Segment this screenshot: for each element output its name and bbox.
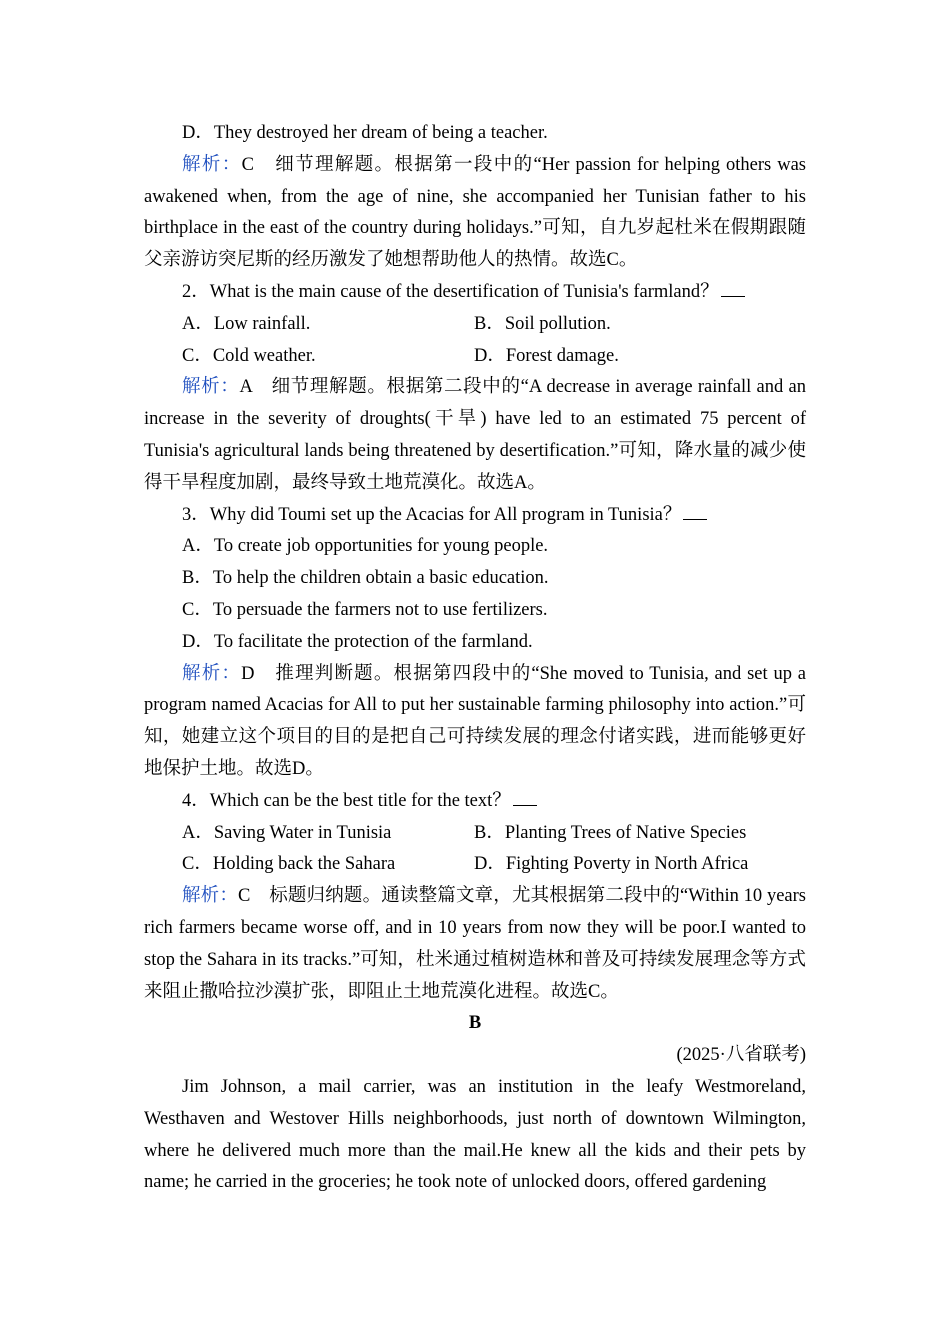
q2-option-c: C．Cold weather. [182, 345, 316, 366]
analysis-label: 解析： [182, 663, 242, 684]
q2-option-a: A．Low rainfall. [182, 313, 311, 334]
q2-option-d: D．Forest damage. [474, 345, 619, 366]
analysis-label: 解析： [182, 154, 242, 175]
q3-option-d: D．To facilitate the protection of the farmland. [182, 631, 533, 652]
q4-option-b: B．Planting Trees of Native Species [474, 822, 747, 843]
q2-analysis [144, 372, 806, 499]
q4-option-d: D．Fighting Poverty in North Africa [474, 854, 749, 875]
answer-blank [513, 787, 537, 806]
q4-options-row-2 [144, 849, 806, 881]
q4-stem: 4．Which can be the best title for the text？ [144, 786, 806, 818]
analysis-text: C 标题归纳题。通读整篇文章，尤其根据第二段中的“Within 10 years rich farmers became worse off, and in 10 years from now they will be poor.I wanted to stop the Sahara in its tracks.”可知，杜米通过植树造林和普及可持续发展理念等方式来阻止撒哈拉沙漠扩张，即阻止土地荒漠化进程。故选C。 [144, 886, 806, 1002]
analysis-label: 解析： [182, 886, 239, 907]
q1-option-d: D．They destroyed her dream of being a teacher. [182, 123, 548, 143]
q4-options-row-1 [144, 818, 806, 850]
section-heading: B [468, 1013, 482, 1034]
q4-option-c: C．Holding back the Sahara [182, 854, 396, 875]
q2-options-row-1 [144, 309, 806, 341]
analysis-text: A 细节理解题。根据第二段中的“A decrease in average rainfall and an increase in the severity of droughts(干旱) have led to an estimated 75 percent of Tunisia's agricultural lands being threatened by desertification.”可知，降水量的减少使得干旱程度加剧，最终导致土地荒漠化。故选A。 [144, 377, 806, 493]
passage-paragraph: Jim Johnson, a mail carrier, was an institution in the leafy Westmoreland, Westhaven and Westover Hills neighborhoods, just north of downtown Wilmington, where he delivered much more than the mail.He knew all the kids and their pets by name; he carried in the groceries; he took note of unlocked doors, offered gardening [144, 1076, 806, 1193]
q2-option-b: B．Soil pollution. [474, 313, 611, 334]
q2-stem: 2．What is the main cause of the desertification of Tunisia's farmland？ [144, 277, 806, 309]
q3-analysis [144, 659, 806, 786]
analysis-text: D 推理判断题。根据第四段中的“She moved to Tunisia, and set up a program named Acacias for All to put her sustainable farming philosophy into action.”可知，她建立这个项目的目的是把自己可持续发展的理念付诸实践，进而能够更好地保护土地。故选D。 [144, 663, 806, 779]
answer-blank [721, 278, 745, 297]
q2-options-row-2 [144, 341, 806, 373]
document-page [144, 118, 806, 1199]
q3-stem: 3．Why did Toumi set up the Acacias for All program in Tunisia？ [144, 500, 806, 532]
q4-analysis [144, 881, 806, 1008]
q3-option-a: A．To create job opportunities for young people. [182, 536, 549, 557]
q3-option-b: B．To help the children obtain a basic education. [182, 568, 549, 589]
analysis-label: 解析： [182, 377, 240, 398]
q1-analysis [144, 150, 806, 277]
analysis-text: C 细节理解题。根据第一段中的“Her passion for helping others was awakened when, from the age of nine, she accompanied her Tunisian father to his birthplace in the east of the country during holidays.”可知，自九岁起杜米在假期跟随父亲游访突尼斯的经历激发了她想帮助他人的热情。故选C。 [144, 154, 806, 271]
answer-blank [683, 501, 707, 520]
section-source: (2025·八省联考) [676, 1045, 806, 1066]
q3-option-c: C．To persuade the farmers not to use fertilizers. [182, 599, 548, 620]
q4-option-a: A．Saving Water in Tunisia [182, 822, 392, 843]
